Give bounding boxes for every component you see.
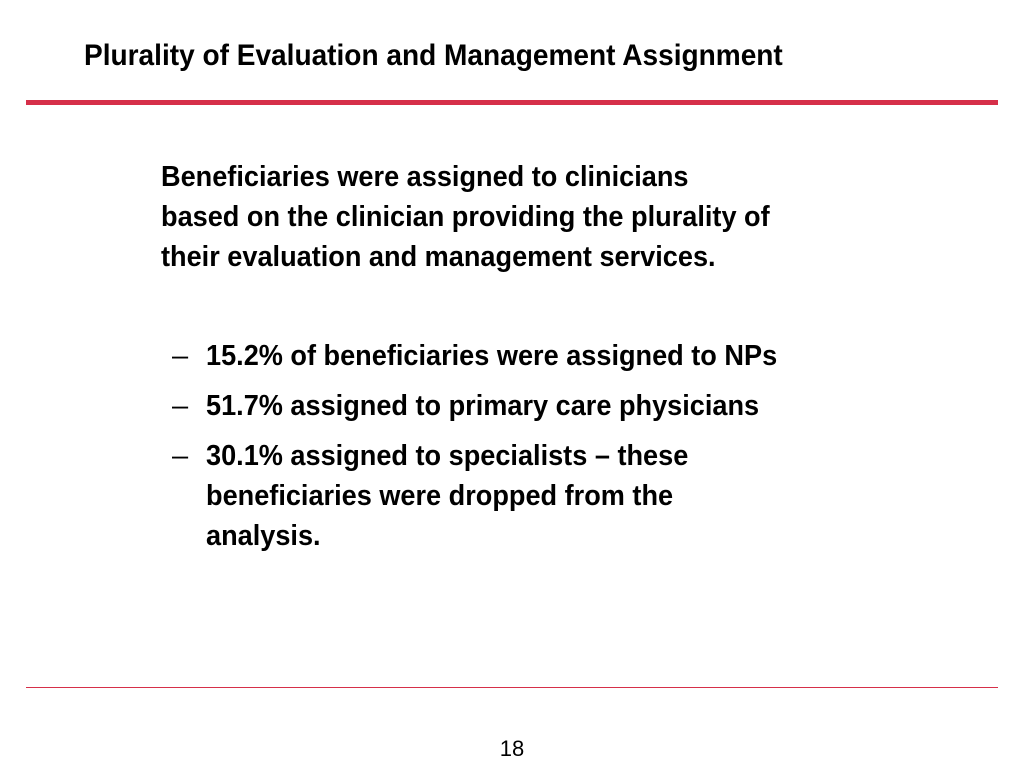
- intro-line: their evaluation and management services.: [161, 241, 716, 273]
- bullet-line: 15.2% of beneficiaries were assigned to NPs: [206, 340, 778, 372]
- bullet-line: beneficiaries were dropped from the: [206, 480, 674, 512]
- page-number: 18: [499, 736, 525, 761]
- dash-marker: –: [172, 440, 189, 472]
- bullet-list: [172, 336, 992, 566]
- bullet-line: analysis.: [206, 520, 321, 552]
- intro-line: Beneficiaries were assigned to clinicians: [161, 161, 689, 193]
- footer-divider: [26, 687, 998, 688]
- intro-line: based on the clinician providing the plurality of: [161, 201, 770, 233]
- bullet-item-specialists: [172, 436, 992, 556]
- dash-marker: –: [172, 340, 189, 372]
- intro-paragraph: [161, 157, 961, 277]
- bullet-text: [206, 386, 992, 426]
- bullet-line: 30.1% assigned to specialists – these: [206, 440, 689, 472]
- bullet-item-np: [172, 336, 992, 376]
- bullet-text: [206, 336, 992, 376]
- bullet-line: 51.7% assigned to primary care physicians: [206, 390, 760, 422]
- bullet-item-primary-care: [172, 386, 992, 426]
- slide-title: Plurality of Evaluation and Management Assignment: [84, 39, 783, 72]
- title-divider: [26, 100, 998, 105]
- bullet-text: [206, 436, 992, 556]
- dash-marker: –: [172, 390, 189, 422]
